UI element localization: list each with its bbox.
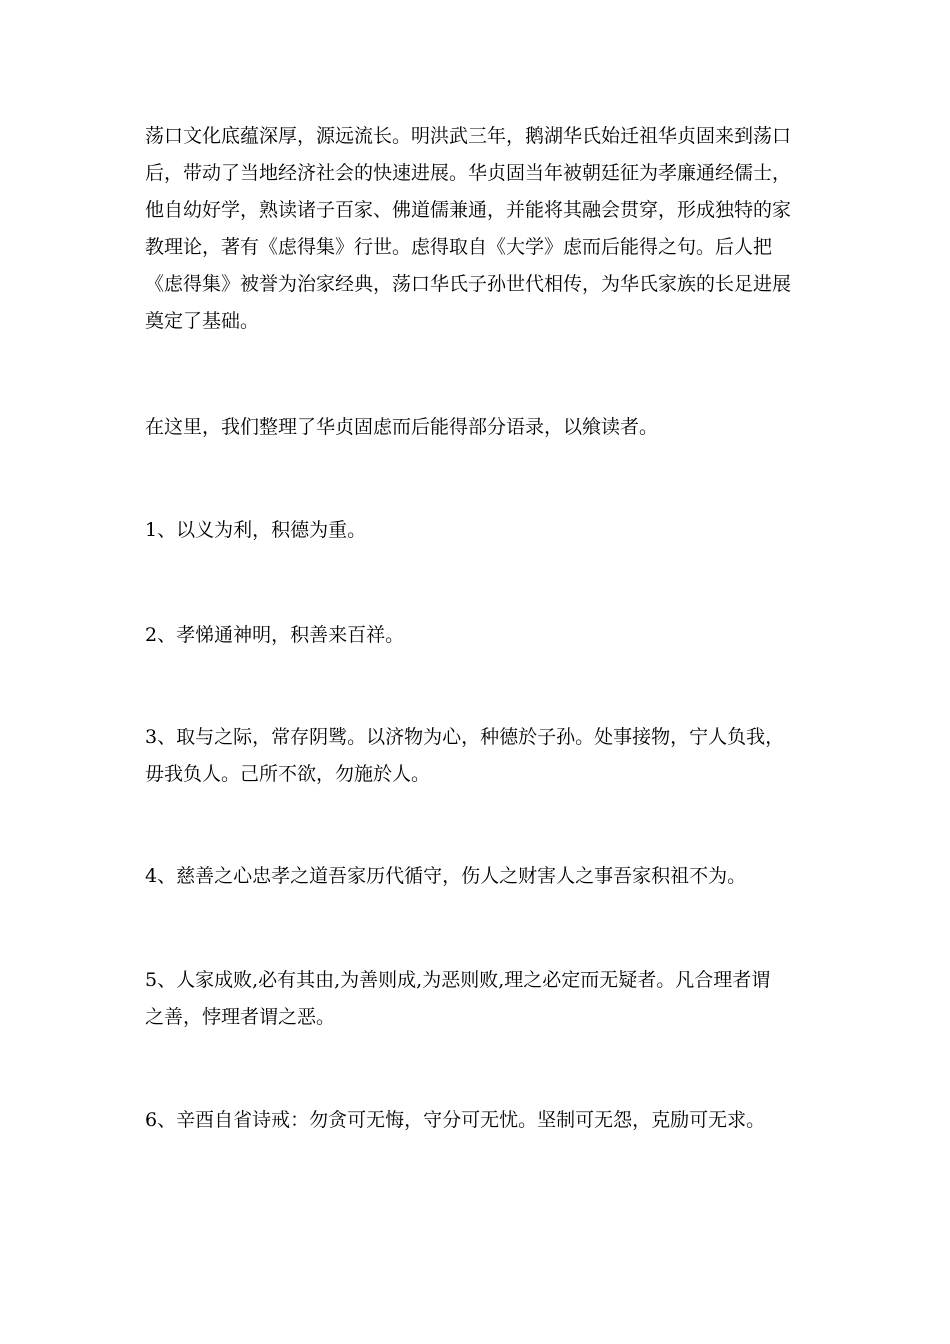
quote-item-5 (145, 962, 810, 1036)
quote-line: 2、孝悌通神明，积善来百祥。 (145, 624, 405, 646)
quote-line: 毋我负人。己所不欲，勿施於人。 (145, 763, 431, 785)
intro-line: 教理论，著有《虑得集》行世。虑得取自《大学》虑而后能得之句。后人把 (145, 236, 773, 258)
intro-line: 奠定了基础。 (145, 310, 260, 332)
quote-line: 5、人家成败,必有其由,为善则成,为恶则败,理之必定而无疑者。凡合理者谓 (145, 969, 771, 991)
quote-item-1 (145, 512, 810, 549)
quote-item-4 (145, 858, 810, 895)
quote-item-3 (145, 719, 810, 793)
intro-line: 他自幼好学，熟读诸子百家、佛道儒兼通，并能将其融会贯穿，形成独特的家 (145, 199, 792, 221)
lead-paragraph (145, 409, 810, 446)
quote-line: 3、取与之际，常存阴骘。以济物为心，种德於子孙。处事接物，宁人负我， (145, 726, 785, 748)
quote-item-6 (145, 1102, 810, 1139)
intro-line: 《虑得集》被誉为治家经典，荡口华氏子孙世代相传，为华氏家族的长足进展 (145, 273, 792, 295)
quote-line: 6、辛酉自省诗戒：勿贪可无悔，守分可无忧。坚制可无怨，克励可无求。 (145, 1109, 766, 1131)
intro-line: 后，带动了当地经济社会的快速进展。华贞固当年被朝廷征为孝廉通经儒士， (145, 162, 792, 184)
quote-item-2 (145, 617, 810, 654)
quote-line: 之善，悖理者谓之恶。 (145, 1006, 336, 1028)
quote-line: 1、以义为利，积德为重。 (145, 519, 367, 541)
lead-line: 在这里，我们整理了华贞固虑而后能得部分语录，以飨读者。 (145, 416, 659, 438)
intro-line: 荡口文化底蕴深厚，源远流长。明洪武三年，鹅湖华氏始迁祖华贞固来到荡口 (145, 125, 792, 147)
quote-line: 4、慈善之心忠孝之道吾家历代循守，伤人之财害人之事吾家积祖不为。 (145, 865, 747, 887)
intro-paragraph (145, 118, 810, 340)
